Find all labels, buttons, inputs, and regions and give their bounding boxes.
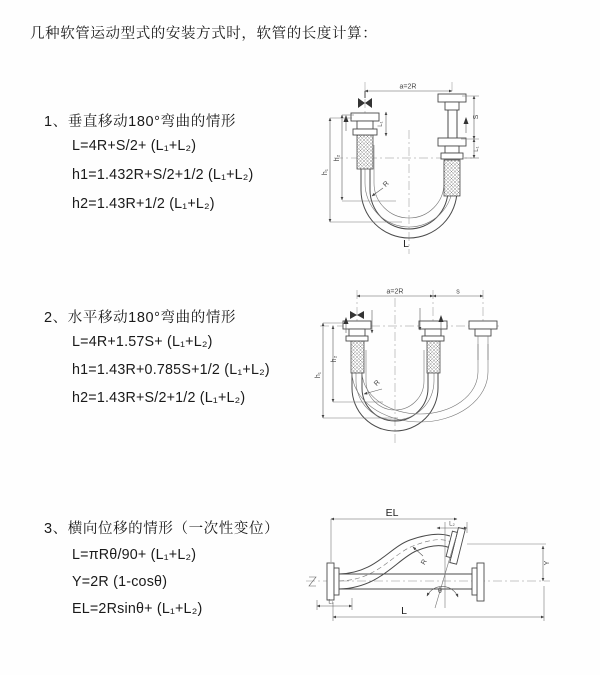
angle-theta-label: θ	[438, 588, 442, 595]
diagram-lateral-displacement	[300, 505, 560, 645]
section-3-formula-l: L=πRθ/90+ (L₁+L₂)	[72, 547, 197, 563]
radius-label: R	[373, 379, 382, 388]
dim-label-l1: L₁	[328, 599, 334, 606]
dim-label-l1-left: L₁	[378, 121, 384, 127]
dim-label-s: S	[473, 114, 480, 120]
radius-label: R	[420, 558, 429, 567]
dim-label-h1: h₁	[322, 168, 329, 176]
centerlines	[306, 577, 550, 586]
straight-pipe	[339, 574, 472, 589]
section-3-formula-y: Y=2R (1-cosθ)	[72, 574, 168, 590]
dim-label-l2: L₂	[449, 521, 455, 528]
section-2-heading: 2、水平移动180°弯曲的情形	[44, 310, 237, 326]
hatched-hose-sections	[351, 341, 440, 373]
section-1-formula-h1: h1=1.432R+S/2+1/2 (L₁+L₂)	[72, 167, 254, 183]
dim-label-h2: h₂	[334, 154, 341, 162]
diagram-vertical-180-bend	[310, 72, 545, 257]
flanges	[327, 526, 484, 601]
diagram-horizontal-180-bend	[310, 286, 545, 454]
dim-label-s: s	[456, 288, 460, 296]
dim-label-y: Y	[544, 560, 551, 566]
section-3-formula-el: EL=2Rsinθ+ (L₁+L₂)	[72, 601, 203, 617]
dimension-lines	[323, 296, 483, 418]
left-pipe-fittings	[351, 91, 379, 135]
section-1-formula-l: L=4R+S/2+ (L₁+L₂)	[72, 138, 197, 154]
dim-label-a2r: a=2R	[386, 288, 404, 296]
dim-label-el: EL	[385, 507, 399, 519]
radius-label: R	[382, 180, 391, 189]
dim-label-h2: h₂	[331, 355, 338, 363]
section-1-heading: 1、垂直移动180°弯曲的情形	[44, 114, 237, 130]
dim-label-l: L	[401, 605, 407, 617]
centerlines	[320, 290, 502, 446]
right-pipe-fittings	[438, 94, 466, 159]
dim-label-l1-right: L₁	[474, 146, 480, 152]
dim-label-h1: h₁	[315, 371, 322, 379]
section-2-formula-h1: h1=1.43R+0.785S+1/2 (L₁+L₂)	[72, 362, 270, 378]
length-label: L	[403, 238, 409, 250]
section-1-formula-h2: h2=1.43R+1/2 (L₁+L₂)	[72, 196, 215, 212]
section-2-formula-l: L=4R+1.57S+ (L₁+L₂)	[72, 334, 213, 350]
section-2-formula-h2: h2=1.43R+S/2+1/2 (L₁+L₂)	[72, 390, 246, 406]
centerline-break-mark	[309, 577, 316, 586]
page-title: 几种软管运动型式的安装方式时，软管的长度计算：	[30, 26, 378, 42]
dim-label-a2r: a=2R	[399, 83, 417, 91]
section-3-heading: 3、横向位移的情形（一次性变位）	[44, 521, 280, 537]
